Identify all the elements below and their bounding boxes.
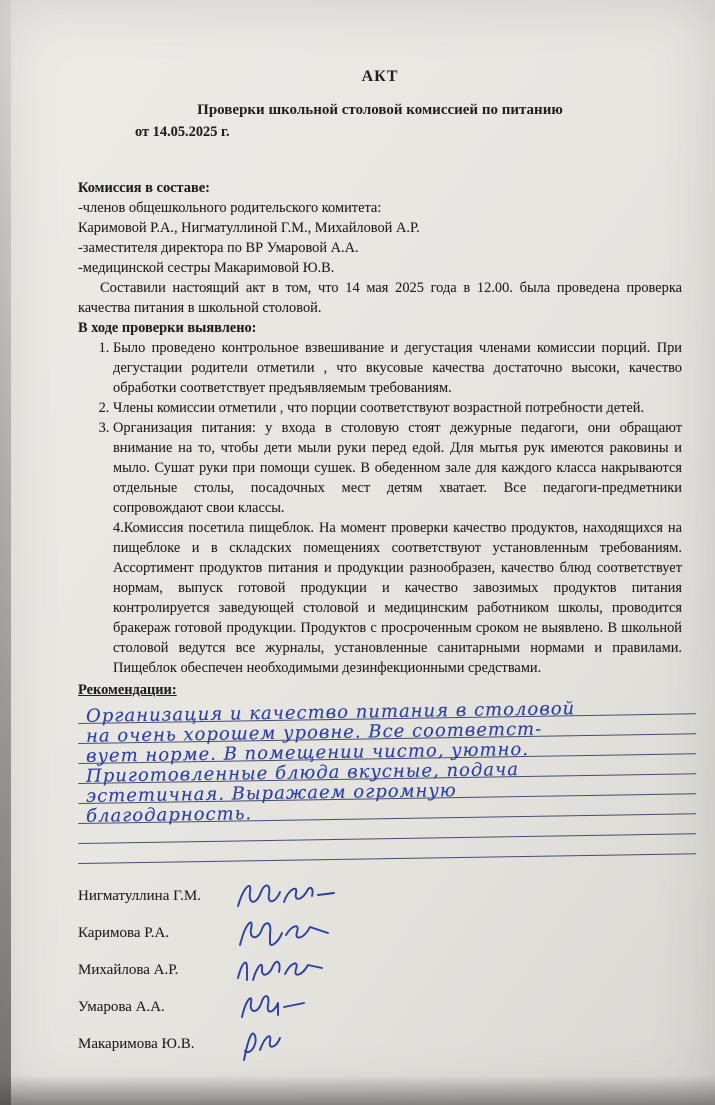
handwritten-line-2: на очень хорошем уровне. Все соответст- [85,718,543,747]
recommendations-heading: Рекомендации: [78,682,177,698]
signature-row [78,1026,682,1063]
document-date: от 14.05.2025 г. [135,124,230,140]
handwritten-line-4: Приготовленные блюда вкусные, подача [85,759,520,787]
signature-scribble-2 [234,917,344,951]
commission-line-3: -заместителя директора по ВР Умаровой А.А. [78,240,359,256]
signatory-name-5: Макаримова Ю.В. [78,1036,195,1052]
page-title: АКТ [361,68,399,85]
commission-heading: Комиссия в составе: [78,180,210,196]
signature-row [78,915,682,952]
signatory-name-4: Умарова А.А. [78,999,165,1015]
signature-block [78,878,682,1063]
signature-scribble-4 [234,991,344,1025]
signatory-name-1: Нигматуллина Г.М. [78,888,201,904]
signature-row [78,952,682,989]
handwritten-line-5: эстетичная. Выражаем огромную [85,780,457,807]
findings-list [78,338,682,518]
signature-scribble-5 [234,1028,344,1062]
handwritten-line-1: Организация и качество питания в столовой [85,698,576,727]
finding-item-2: 2. Члены комиссии отметили , что порции соответствуют возрастной потребности детей. [113,398,682,418]
findings-heading: В ходе проверки выявлено: [78,320,257,336]
commission-line-4: -медицинской сестры Макаримовой Ю.В. [78,260,335,276]
intro-paragraph: Составили настоящий акт в том, что 14 мая 2025 года в 12.00. была проведена проверка качества питания в школьной столовой. [78,280,682,316]
finding-item-1: 1. Было проведено контрольное взвешивание и дегустация членами комиссии порций. При дегустации родители отметили , что вкусовые качества достаточно высоки, качество обработки соответствует предъявляемым требованиям. [113,338,682,398]
document-content [78,68,682,1063]
document-subtitle: Проверки школьной столовой комиссией по питанию [197,102,563,118]
signatory-name-3: Михайлова А.Р. [78,962,179,978]
signature-scribble-3 [234,954,344,988]
photo-shadow-bottom [0,1075,715,1105]
signature-row [78,878,682,915]
finding-4-paragraph: 4.Комиссия посетила пищеблок. На момент проверки качество продуктов, находящихся на пищеблоке и в складских помещениях соответствуют установленным требованиям. Ассортимент продуктов питания и продукции разнообразен, качество блюд соответствует нормам, выпуск готовой продукции и качество завозимых продуктов питания контролируется заведующей столовой и медицинским работником школы, проводится бракераж готовой продукции. Продуктов с просроченным сроком не выявлено. В школьной столовой ведутся все журналы, установленные санитарными нормами и правилами. Пищеблок обеспечен необходимыми дезинфекционными средствами. [113,520,682,676]
handwritten-line-3: вует норме. В помещении чисто, уютно. [85,738,530,767]
signature-scribble-1 [234,880,344,914]
signature-row [78,989,682,1026]
commission-line-2: Каримовой Р.А., Нигматуллиной Г.М., Михайловой А.Р. [78,220,420,236]
photo-shadow-left [0,0,11,1105]
finding-item-3: 3. Организация питания: у входа в столовую стоят дежурные педагоги, они обращают внимание на то, чтобы дети мыли руки перед едой. Для мытья рук имеются раковины и мыло. Сушат руки при помощи сушек. В обеденном зале для каждого класса накрываются отдельные столы, посадочных мест детям хватает. Все педагоги-предметники сопровождают свои классы. [113,418,682,518]
handwritten-line-6: благодарность. [85,803,253,827]
handwritten-recommendations [78,698,682,864]
commission-line-1: -членов общешкольного родительского комитета: [78,200,382,216]
signatory-name-2: Каримова Р.А. [78,925,170,941]
